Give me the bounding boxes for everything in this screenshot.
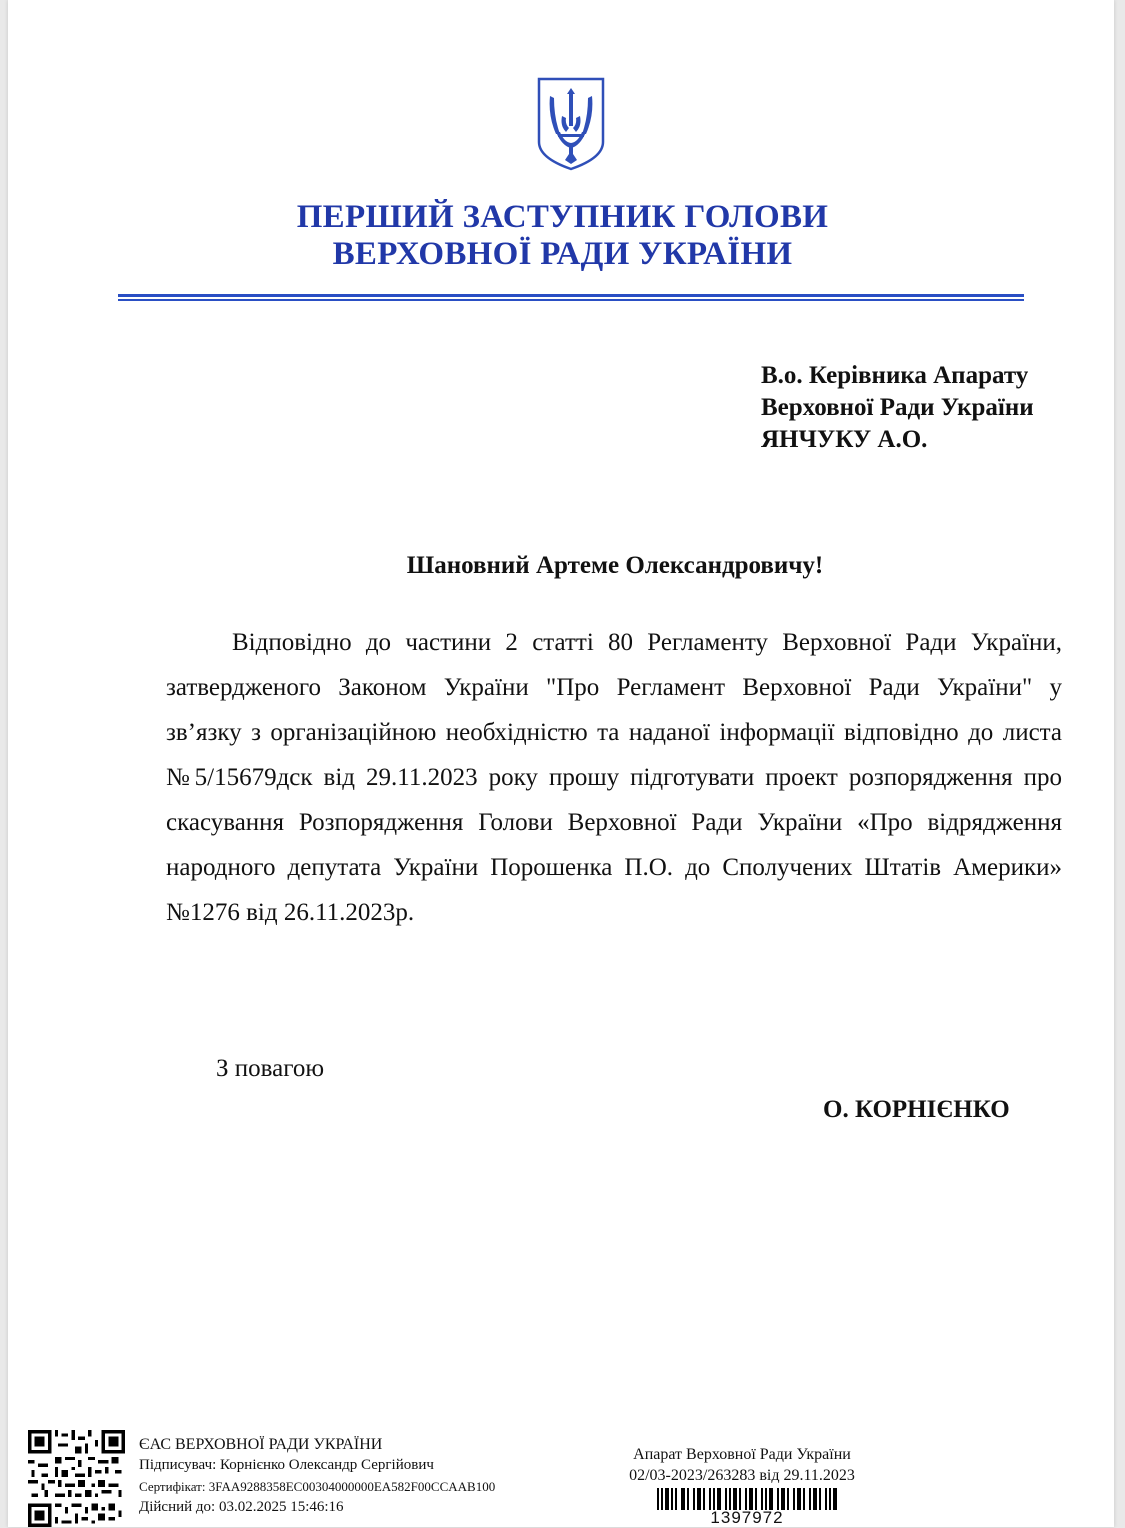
addressee-block bbox=[761, 360, 1034, 456]
barcode-number: 1397972 bbox=[710, 1508, 784, 1527]
signer-name: О. КОРНІЄНКО bbox=[823, 1096, 1010, 1123]
stamp-valid-until: Дійсний до: 03.02.2025 15:46:16 bbox=[139, 1499, 344, 1515]
registration-block bbox=[600, 1444, 884, 1486]
header-divider-thin bbox=[118, 299, 1024, 301]
body-line: народного депутата України Порошенка П.О. до Сполучених Штатів Америки» bbox=[166, 854, 1062, 881]
document-page bbox=[8, 0, 1114, 1527]
body-line: Відповідно до частини 2 статті 80 Регламенту Верховної Ради України, bbox=[232, 629, 1062, 656]
header-divider-thick bbox=[118, 294, 1024, 297]
body-line: зв’язку з організаційною необхідністю та наданої інформації відповідно до листа bbox=[166, 719, 1062, 746]
body-line: скасування Розпорядження Голови Верховної Ради України «Про відрядження bbox=[166, 809, 1062, 836]
addressee-line: ЯНЧУКУ А.О. bbox=[761, 426, 928, 453]
closing-regards: З повагою bbox=[216, 1055, 325, 1082]
stamp-certificate: Сертифікат: 3FAA9288358EC00304000000EA582F00CCAAB100 bbox=[139, 1479, 496, 1494]
barcode-icon bbox=[657, 1488, 837, 1510]
registration-office: Апарат Верховної Ради України bbox=[633, 1446, 851, 1463]
header-title-line1: ПЕРШИЙ ЗАСТУПНИК ГОЛОВИ bbox=[296, 199, 829, 235]
stamp-system: ЄАС ВЕРХОВНОЇ РАДИ УКРАЇНИ bbox=[139, 1436, 383, 1453]
body-line: №1276 від 26.11.2023р. bbox=[166, 899, 415, 926]
qr-code-icon bbox=[28, 1430, 125, 1527]
addressee-line: Верховної Ради України bbox=[761, 394, 1034, 421]
trident-coat-of-arms-icon bbox=[536, 76, 606, 172]
body-line: затвердженого Законом України "Про Регламент Верховної Ради України" у bbox=[166, 674, 1062, 701]
salutation: Шановний Артеме Олександровичу! bbox=[406, 552, 824, 579]
registration-number: 02/03-2023/263283 від 29.11.2023 bbox=[629, 1467, 855, 1484]
letter-body bbox=[166, 620, 1062, 935]
e-signature-stamp bbox=[139, 1434, 495, 1518]
header-title-line2: ВЕРХОВНОЇ РАДИ УКРАЇНИ bbox=[332, 236, 793, 272]
body-line: №5/15679дск від 29.11.2023 року прошу підготувати проект розпорядження про bbox=[166, 764, 1062, 791]
addressee-line: В.о. Керівника Апарату bbox=[761, 362, 1029, 389]
stamp-signer: Підписувач: Корнієнко Олександр Сергійович bbox=[139, 1457, 434, 1473]
